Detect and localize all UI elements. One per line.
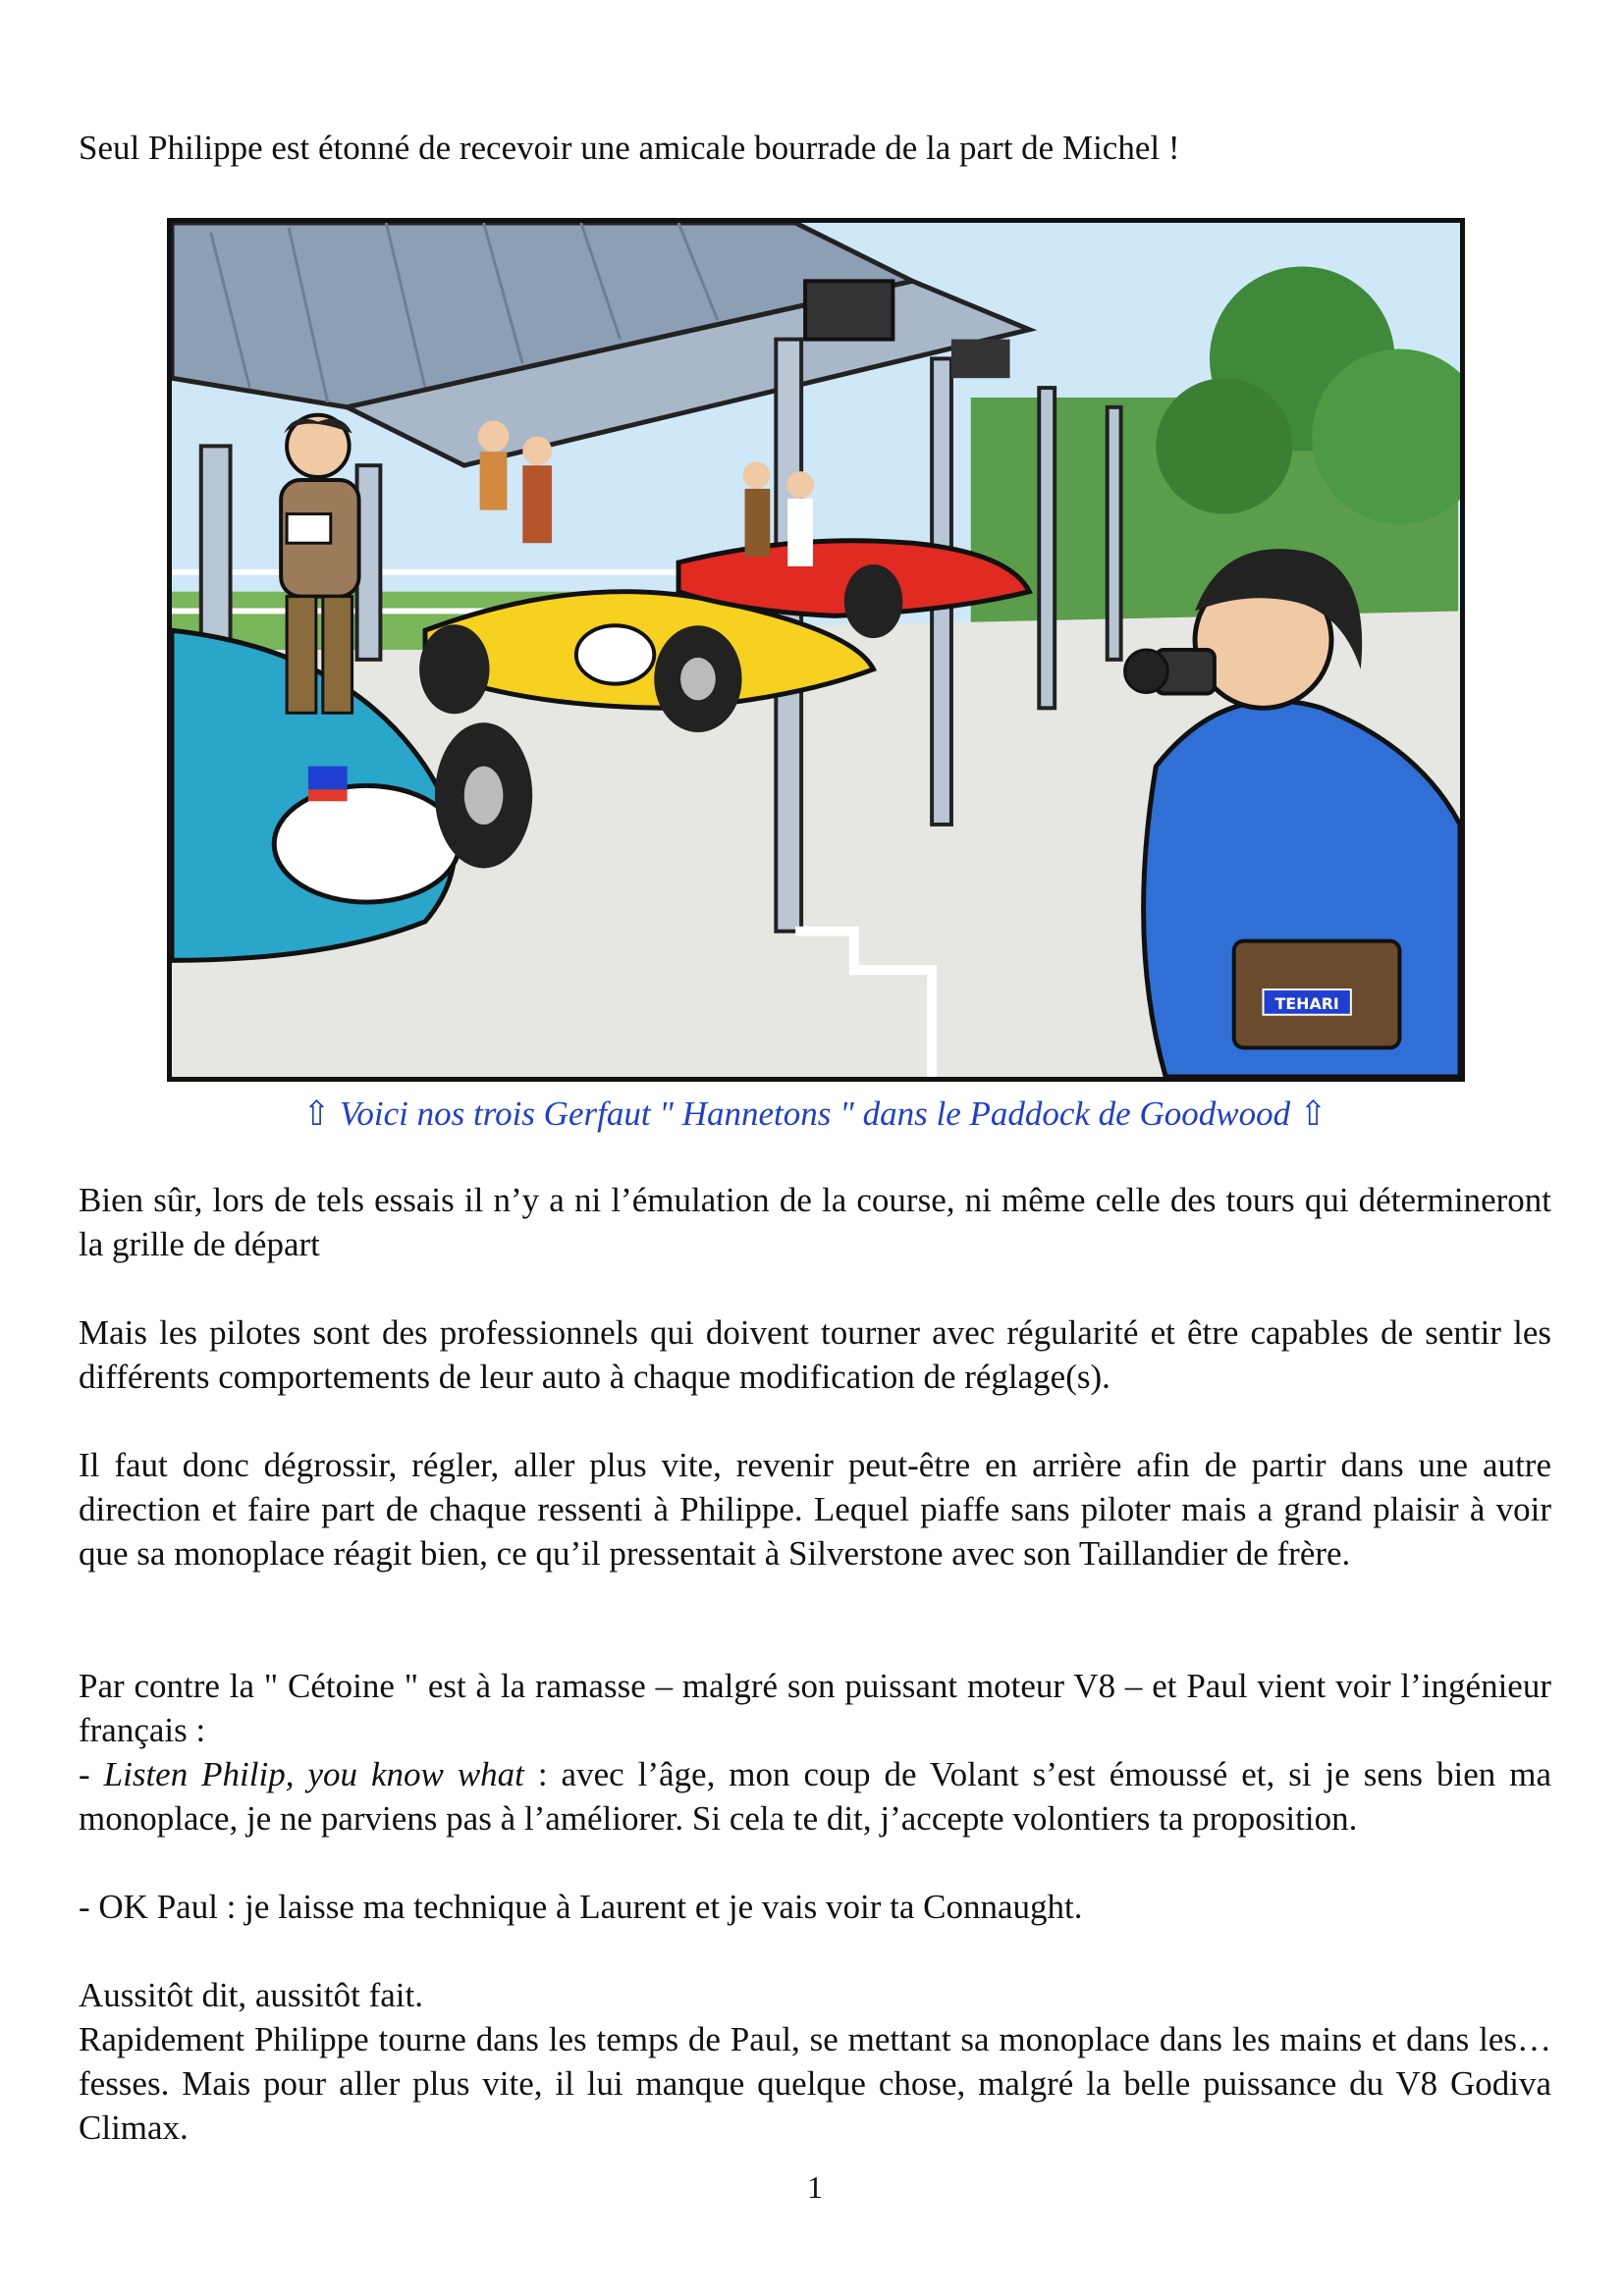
dialogue-line-1-rest: : avec l’âge, mon coup de Volant s’est émoussé et, si je sens bien ma monoplace, je ne parviens pas à l’améliorer. Si cela te dit, j’accepte volontiers ta proposition. xyxy=(79,1755,1552,1838)
dialogue-english-quote: Listen Philip, you know what xyxy=(103,1755,524,1793)
dialogue-line-2: - OK Paul : je laisse ma technique à Laurent et je vais voir ta Connaught. xyxy=(79,1888,1083,1926)
illustration-caption: ⇧ Voici nos trois Gerfaut " Hannetons " dans le Paddock de Goodwood ⇧ xyxy=(301,1095,1328,1133)
dialogue-intro: Par contre la " Cétoine " est à la ramasse – malgré son puissant moteur V8 – et Paul vient voir l’ingénieur français : xyxy=(79,1667,1551,1749)
paragraph-2: Mais les pilotes sont des professionnels qui doivent tourner avec régularité et être capables de sentir les différents comportements de leur auto à chaque modification de réglage(s). xyxy=(79,1313,1551,1396)
paddock-illustration xyxy=(167,218,1465,1082)
closing-paragraph: Rapidement Philippe tourne dans les temps de Paul, se mettant sa monoplace dans les mains et dans les… fesses. Mais pour aller plus vite, il lui manque quelque chose, malgré la belle puissance du V8 Godiva Climax. xyxy=(79,2020,1551,2147)
page-number: 1 xyxy=(807,2169,823,2205)
bag-badge-text: TEHARI xyxy=(1274,993,1339,1013)
paragraph-1: Bien sûr, lors de tels essais il n’y a ni l’émulation de la course, ni même celle des tours qui détermineront la grille de départ xyxy=(79,1181,1551,1263)
dialogue-line-1 xyxy=(79,1752,1551,1841)
paragraph-3: Il faut donc dégrossir, régler, aller plus vite, revenir peut-être en arrière afin de partir dans une autre direction et faire part de chaque ressenti à Philippe. Lequel piaffe sans piloter mais a grand plaisir à voir que sa monoplace réagit bien, ce qu’il pressentait à Silverstone avec son Taillandier de frère. xyxy=(79,1446,1551,1573)
closing-line: Aussitôt dit, aussitôt fait. xyxy=(79,1976,423,2014)
paddock-drawing xyxy=(172,223,1460,1077)
intro-paragraph: Seul Philippe est étonné de recevoir une amicale bourrade de la part de Michel ! xyxy=(79,129,1180,167)
dialogue-dash: - xyxy=(79,1755,104,1793)
